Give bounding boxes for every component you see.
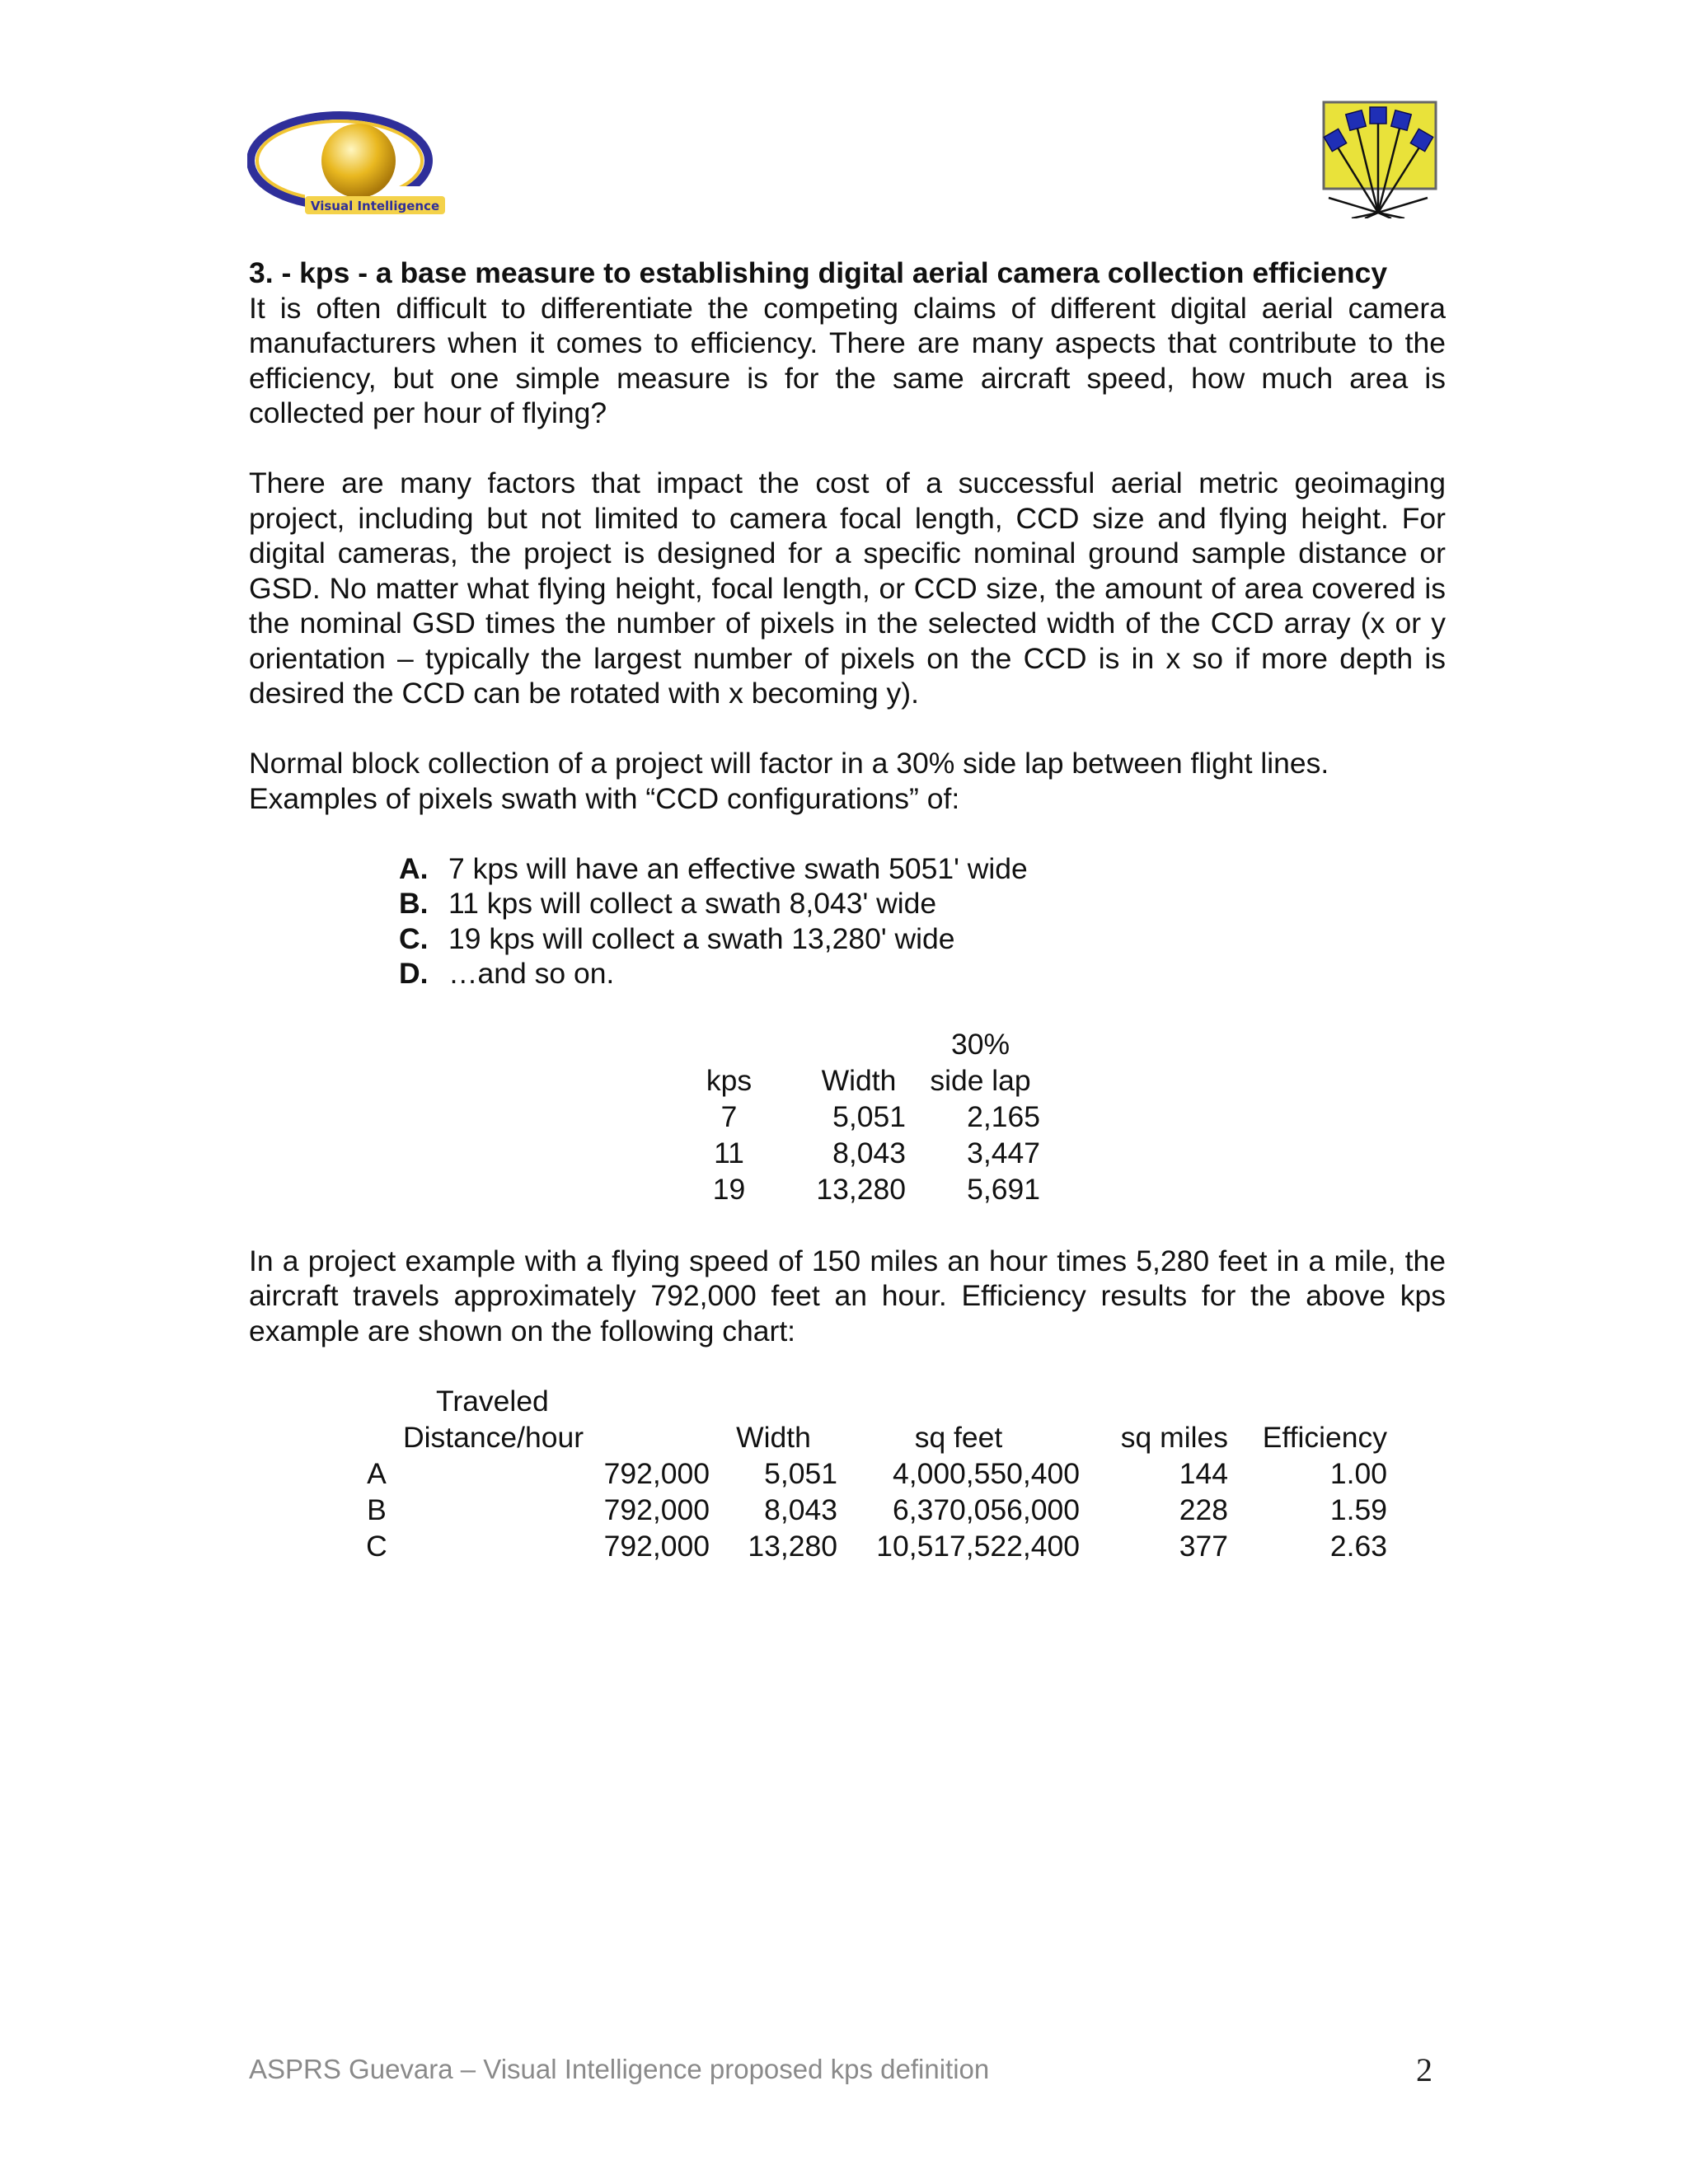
- efficiency-table: [352, 1383, 1387, 1564]
- table-cell: 5,691: [967, 1172, 1040, 1206]
- table-cell: 228: [1179, 1493, 1228, 1526]
- table-cell: 144: [1179, 1457, 1228, 1490]
- list-item: A. 7 kps will have an effective swath 5051' wide: [399, 851, 1028, 885]
- list-item: C. 19 kps will collect a swath 13,280' wide: [399, 921, 955, 955]
- table-cell: 8,043: [832, 1136, 906, 1169]
- paragraph-factors: There are many factors that impact the cost of a successful aerial metric geoimaging project, including but not limited to camera focal length, CCD size and flying height. For digital cameras, the project is designed for a specific nominal ground sample distance or GSD. No matter what flying height, focal length, or CCD size, the amount of area covered is the nominal GSD times the number of pixels in the selected width of the CCD array (x or y orientation – typically the largest number of pixels on the CCD is in x so if more depth is desired the CCD can be rotated with x becoming y).: [249, 466, 1446, 710]
- visual-intelligence-logo: [247, 107, 453, 223]
- table-cell: B: [367, 1493, 387, 1526]
- table-header-cell: Width: [736, 1421, 811, 1454]
- table-row: [352, 1455, 1387, 1492]
- ccd-config-list: [399, 851, 1446, 991]
- table-header-row: [686, 1062, 1040, 1099]
- table-cell: 10,517,522,400: [876, 1530, 1080, 1563]
- table-header-row: [352, 1419, 1387, 1455]
- list-item: B. 11 kps will collect a swath 8,043' wide: [399, 887, 937, 920]
- table-header-cell: Width: [821, 1063, 897, 1097]
- table-header-row: [686, 1026, 1040, 1062]
- table-cell: 792,000: [603, 1493, 710, 1526]
- table-row: [352, 1528, 1387, 1564]
- table-header-cell: kps: [706, 1063, 753, 1097]
- table-row: [686, 1099, 1040, 1135]
- paragraph-block-collection-1: Normal block collection of a project will factor in a 30% side lap between flight lines.: [249, 747, 1329, 780]
- table-cell: 6,370,056,000: [892, 1493, 1080, 1526]
- table-cell: 2.63: [1329, 1530, 1387, 1563]
- paragraph-project-example: In a project example with a flying speed of 150 miles an hour times 5,280 feet in a mile, the aircraft travels approximately 792,000 feet an hour. Efficiency results for the above kps example are shown on the following chart:: [249, 1244, 1446, 1347]
- camera-array-icon: [1319, 99, 1442, 218]
- table-header-cell: Efficiency: [1262, 1421, 1387, 1454]
- table-header-row: [352, 1383, 1387, 1419]
- page-number: 2: [1416, 2051, 1432, 2088]
- swath-table: [686, 1026, 1040, 1207]
- table-header-cell: side lap: [930, 1063, 1031, 1097]
- table-row: [686, 1171, 1040, 1207]
- section-heading: 3. - kps - a base measure to establishing digital aerial camera collection efficiency: [249, 256, 1388, 289]
- table-cell: 11: [714, 1136, 744, 1169]
- table-cell: A: [367, 1457, 387, 1490]
- table-cell: 1.59: [1329, 1493, 1387, 1526]
- table-cell: 13,280: [816, 1172, 906, 1206]
- table-cell: 8,043: [764, 1493, 837, 1526]
- table-header-cell: Distance/hour: [403, 1421, 584, 1454]
- table-cell: 1.00: [1329, 1457, 1387, 1490]
- table-cell: 5,051: [832, 1099, 906, 1133]
- document-body: [249, 255, 1446, 1564]
- svg-text:Visual Intelligence: Visual Intelligence: [310, 199, 440, 213]
- table-row: [686, 1135, 1040, 1171]
- camera-array-logo: [1319, 99, 1442, 218]
- table-cell: 377: [1179, 1530, 1228, 1563]
- table-row: [352, 1492, 1387, 1528]
- table-cell: 792,000: [603, 1457, 710, 1490]
- table-header-cell: Traveled: [436, 1385, 549, 1418]
- table-cell: 13,280: [748, 1530, 837, 1563]
- paragraph-intro: It is often difficult to differentiate the competing claims of different digital aerial camera manufacturers when it comes to efficiency. There are many aspects that contribute to the efficiency, but one simple measure is for the same aircraft speed, how much area is collected per hour of flying?: [249, 291, 1446, 429]
- footer-text: ASPRS Guevara – Visual Intelligence proposed kps definition: [249, 2054, 990, 2084]
- table-cell: C: [366, 1530, 387, 1563]
- table-cell: 792,000: [603, 1530, 710, 1563]
- table-cell: 3,447: [967, 1136, 1040, 1169]
- table-cell: 5,051: [764, 1457, 837, 1490]
- paragraph-block-collection-2: Examples of pixels swath with “CCD configurations” of:: [249, 781, 960, 815]
- table-cell: 2,165: [967, 1099, 1040, 1133]
- visual-intelligence-logo-mark: [247, 107, 453, 223]
- table-cell: 19: [712, 1172, 746, 1206]
- list-item: D. …and so on.: [399, 957, 615, 990]
- table-cell: 4,000,550,400: [892, 1457, 1080, 1490]
- table-cell: 7: [720, 1099, 738, 1133]
- table-header-cell: sq feet: [914, 1421, 1003, 1454]
- table-header-cell: sq miles: [1120, 1421, 1228, 1454]
- table-header-cell: 30%: [950, 1027, 1010, 1061]
